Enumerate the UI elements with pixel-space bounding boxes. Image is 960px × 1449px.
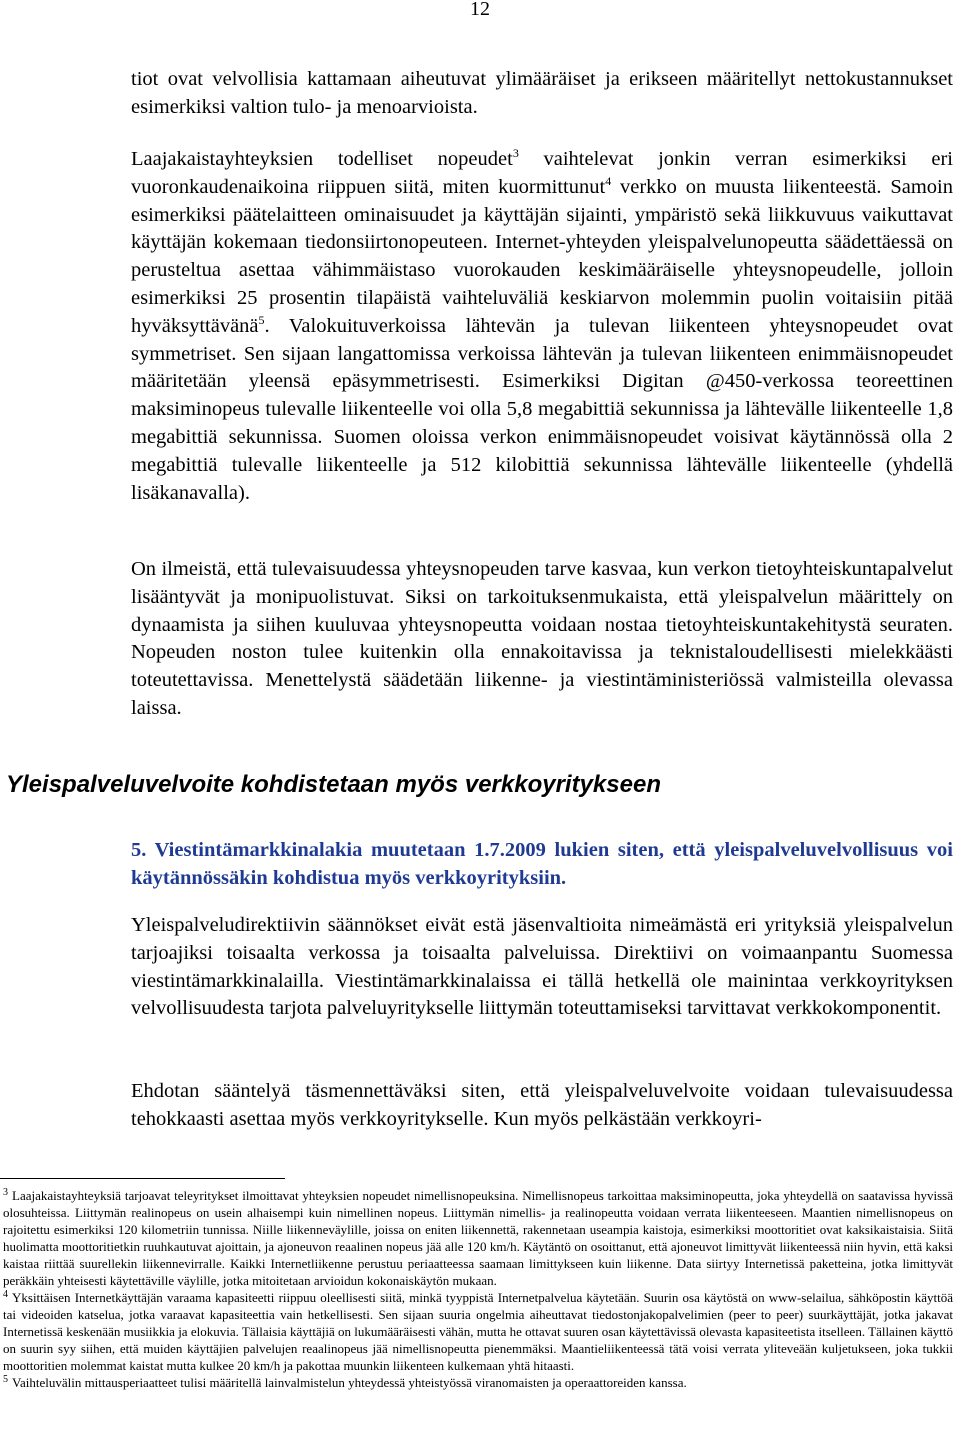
paragraph-5: Ehdotan sääntelyä täsmennettäväksi siten, että yleispalveluvelvoite voidaan tulevaisuudessa tehokkaasti asettaa myös verkkoyritykselle. Kun myös pelkästään verkkoyri-: [131, 1080, 953, 1130]
footnote-5: [3, 1374, 953, 1391]
paragraph-2-part-c: verkko on muusta liikenteestä. Samoin esimerkiksi päätelaitteen ominaisuudet ja käyttäjän sijainti, ympäristö sekä liikkuvuus vaikuttavat käyttäjän kokemaan tiedonsiirtonopeuteen. Internet-yhteyden yleispalvelunopeutta säädettäessä on perusteltua asettaa vähimmäistaso vuorokauden keskimääräiselle yhteysnopeudelle, jolloin esimerkiksi 25 prosentin tilapäistä vaihteluväliä keskiarvon molemmin puolin voitaisiin pitää hyväksyttävänä: [131, 175, 953, 337]
paragraph-3: On ilmeistä, että tulevaisuudessa yhteysnopeuden tarve kasvaa, kun verkon tietoyhteiskuntapalvelut lisääntyvät ja monipuolistuvat. Siksi on tarkoituksenmukaista, että yleispalvelun määrittely on dynaamista ja siihen kuuluvaa yhteysnopeutta voidaan nostaa tietoyhteiskuntakehitystä seuraten. Nopeuden noston tulee kuitenkin olla ennakoitavissa ja teknistaloudellisesti mielekkäästi toteutettavissa. Menettelystä säädetään liikenne- ja viestintäministeriössä valmisteilla olevassa laissa.: [131, 558, 953, 719]
footnote-3: [3, 1187, 953, 1289]
footnote-text: Vaihteluvälin mittausperiaatteet tulisi määritellä lainvalmistelun yhteydessä yhteistyössä viranomaisten ja operaattoreiden kanssa.: [12, 1375, 687, 1390]
footnote-text: Laajakaistayhteyksiä tarjoavat teleyritykset ilmoittavat yhteyksien nopeudet nimellisnopeuksina. Nimellisnopeus tarkoittaa maksiminopeutta, joka yhteydellä on saatavissa hyvissä olosuhteissa. Liittymän realinopeus on usein alhaisempi kuin nimellinen nopeus. Liittymän nimellis- ja realinopeutta voidaan verrata liikenteeseen. Maantien nimellisnopeus on rajoitettu esimerkiksi 120 kilometriin tunnissa. Niille liikenneväylille, joissa on eniten liikennettä, rakennetaan useampia kaistoja, esimerkiksi moottoritiet ovat kaksikaistaisia. Siitä huolimatta moottoritietkin ruuhkautuvat ajoittain, ja ajoneuvon reaalinen nopeus jää alle 120 km/h. Käytäntö on osoittanut, että ajoneuvot limittyvät liikenteessä niin hyvin, että kaksi kaistaa riittää suurellekin liikennevirralle. Kaikki Internetliikenne perustuu periaatteessa saamaan limittykseen kuin liikenne. Data siirtyy Internetissä paketteina, jotka limittyvät peräkkäin yhteisesti käytettäville väylille, jotka mitoitetaan arvioidun kokonaiskäytön mukaan.: [3, 1188, 953, 1288]
footnote-number: 3: [3, 1186, 8, 1198]
footnote-divider: [0, 1178, 285, 1179]
paragraph-2-part-b: vaihtelevat jonkin verran esimerkiksi eri vuoronkaudenaikoina riippuen siitä, miten kuormittunut: [131, 148, 953, 198]
section-heading: Yleispalveluvelvoite kohdistetaan myös verkkoyritykseen: [6, 771, 661, 798]
footnotes: [3, 1187, 953, 1391]
footnote-ref-3: 3: [512, 146, 519, 161]
proposal-subheading: 5. Viestintämarkkinalakia muutetaan 1.7.2009 lukien siten, että yleispalveluvelvollisuus voi käytännössäkin kohdistua myös verkkoyrityksiin.: [131, 839, 953, 889]
page-number: 12: [470, 0, 490, 20]
paragraph-2: [131, 146, 953, 507]
paragraph-2-part-a: Laajakaistayhteyksien todelliset nopeudet: [131, 148, 513, 170]
footnote-number: 5: [3, 1373, 8, 1385]
footnote-number: 4: [3, 1288, 8, 1300]
footnote-ref-4: 4: [605, 173, 612, 188]
footnote-ref-5: 5: [258, 312, 265, 327]
footnote-4: [3, 1289, 953, 1374]
footnote-text: Yksittäisen Internetkäyttäjän varaama kapasiteetti riippuu oleellisesti siitä, minkä tyyppistä Internetpalvelua käytetään. Suurin osa käytöstä on www-selailua, sähköpostin käyttöä tai videoiden katselua, jotka varaavat kapasiteettia vain hetkellisesti. Sen sijaan suuria ongelmia aiheuttavat tiedostonjakopalvelimien (peer to peer) suurkäyttäjät, jotka jakavat Internetissä keskenään musiikkia ja elokuvia. Tällaisia käyttäjiä on lukumääräisesti vähän, mutta he ottavat suuren osan käytettävissä olevasta kapasiteetista itselleen. Tällainen käyttö on suurin syy siihen, että muiden käyttäjien palvelujen reaalinopeus jää nimellisnopeutta pienemmäksi. Maantieliikenteessä tätä voisi verrata yliteveään kuljetukseen, joka tukkii moottoritien molemmat kaistat mutta kulkee 20 km/h ja pakottaa muunkin liikenteen kulkemaan yhtä hitaasti.: [3, 1290, 953, 1373]
paragraph-4: Yleispalveludirektiivin säännökset eivät estä jäsenvaltioita nimeämästä eri yrityksiä yleispalvelun tarjoajiksi toisaalta verkossa ja toisaalta palveluissa. Direktiivi on voimaanpantu Suomessa viestintämarkkinalailla. Viestintämarkkinalaissa ei tällä hetkellä ole mainintaa verkkoyrityksen velvollisuudesta tarjota palveluyritykselle liittymän toteuttamiseksi tarvittavat verkkokomponentit.: [131, 914, 953, 1020]
paragraph-1: tiot ovat velvollisia kattamaan aiheutuvat ylimääräiset ja erikseen määritellyt nettokustannukset esimerkiksi valtion tulo- ja menoarvioista.: [131, 68, 953, 118]
paragraph-2-part-d: . Valokuituverkoissa lähtevän ja tulevan liikenteen yhteysnopeudet ovat symmetriset. Sen sijaan langattomissa verkoissa lähtevän ja tulevan liikenteen enimmäisnopeudet määritetään yleensä epäsymmetrisesti. Esimerkiksi Digitan @450-verkossa teoreettinen maksiminopeus tulevalle liikenteelle voi olla 5,8 megabittiä sekunnissa ja lähtevälle liikenteelle 1,8 megabittiä sekunnissa. Suomen oloissa verkon enimmäisnopeudet voisivat käytännössä olla 2 megabittiä tulevalle liikenteelle ja 512 kilobittiä sekunnissa lähtevälle liikenteelle (yhdellä lisäkanavalla).: [131, 314, 953, 504]
